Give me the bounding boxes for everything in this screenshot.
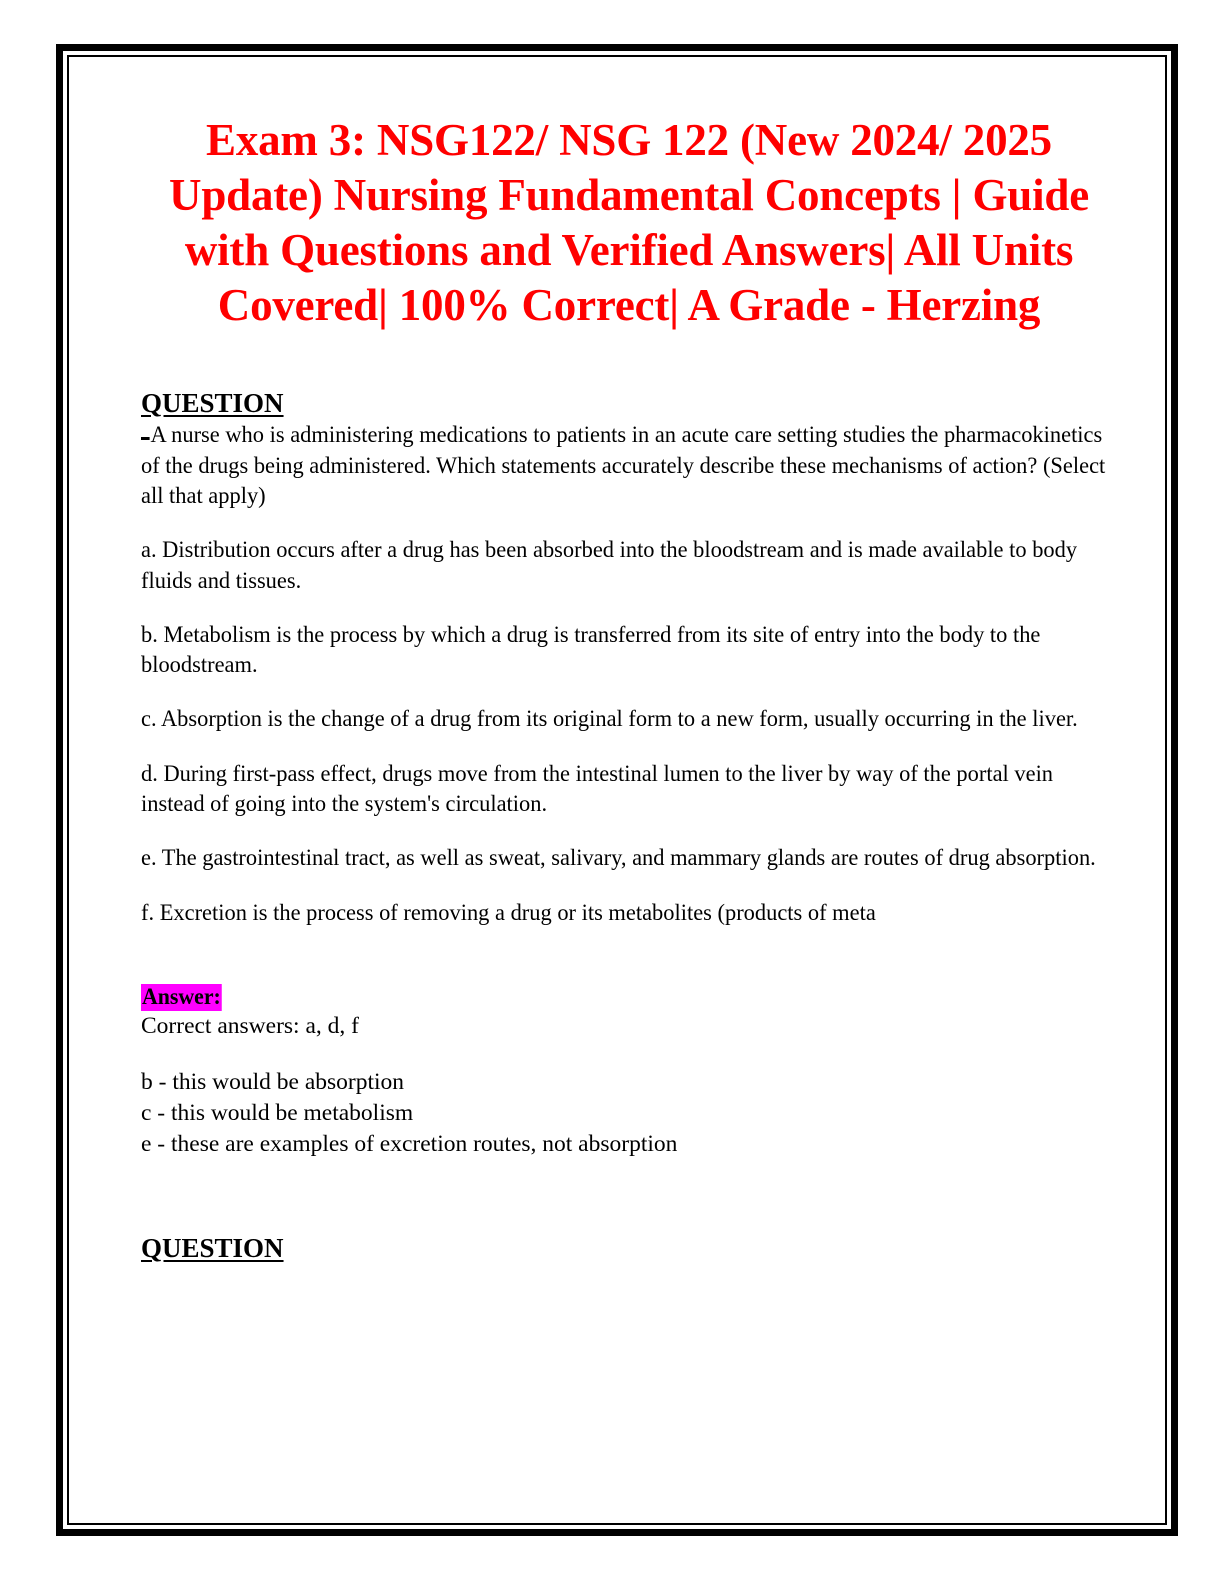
answer-label-wrap	[141, 984, 1117, 1011]
answer-label-highlighted: Answer:	[141, 984, 221, 1009]
next-question-heading: QUESTION	[141, 1233, 284, 1264]
question-option-a: a. Distribution occurs after a drug has been absorbed into the bloodstream and is made available to body fluids and tissues.	[141, 537, 1078, 594]
document-page-border	[56, 44, 1178, 1536]
answer-section	[141, 984, 1117, 1160]
answer-explanation-e: e - these are examples of excretion routes, not absorption	[141, 1131, 678, 1158]
answer-explanation-b: b - this would be absorption	[141, 1069, 405, 1096]
question-stem-paragraph	[141, 420, 1115, 511]
question-heading: QUESTION	[141, 387, 284, 418]
question-option-e: e. The gastrointestinal tract, as well as sweat, salivary, and mammary glands are routes of drug absorption.	[141, 845, 1096, 872]
page-title: Exam 3: NSG122/ NSG 122 (New 2024/ 2025 Update) Nursing Fundamental Concepts | Guide with Questions and Verified Answers| All Units Covered| 100% Correct| A Grade - Herzing	[169, 115, 1089, 330]
question-stem-text: A nurse who is administering medications to patients in an acute care setting studies the pharmacokinetics of the drugs being administered. Which statements accurately describe these mechanisms of action? (Select all that apply)	[141, 422, 1106, 509]
answer-correct-line: Correct answers: a, d, f	[141, 1012, 359, 1039]
question-option-f: f. Excretion is the process of removing a drug or its metabolites (products of meta	[141, 899, 876, 926]
answer-explanation-c: c - this would be metabolism	[141, 1100, 414, 1127]
question-option-c: c. Absorption is the change of a drug from its original form to a new form, usually occurring in the liver.	[141, 706, 1078, 733]
question-section	[141, 389, 1117, 928]
answer-explanation-list	[141, 1067, 1117, 1160]
question-option-d: d. During first-pass effect, drugs move from the intestinal lumen to the liver by way of the portal vein instead of going into the system's circulation.	[141, 760, 1054, 818]
document-content	[69, 57, 1165, 1523]
next-question-section	[141, 1234, 1117, 1264]
question-heading-wrap	[141, 389, 1117, 419]
leading-underline-mark	[141, 437, 150, 440]
question-option-b: b. Metabolism is the process by which a drug is transferred from its site of entry into the body to the bloodstream.	[141, 621, 1041, 679]
document-page-inner-border	[67, 55, 1167, 1525]
